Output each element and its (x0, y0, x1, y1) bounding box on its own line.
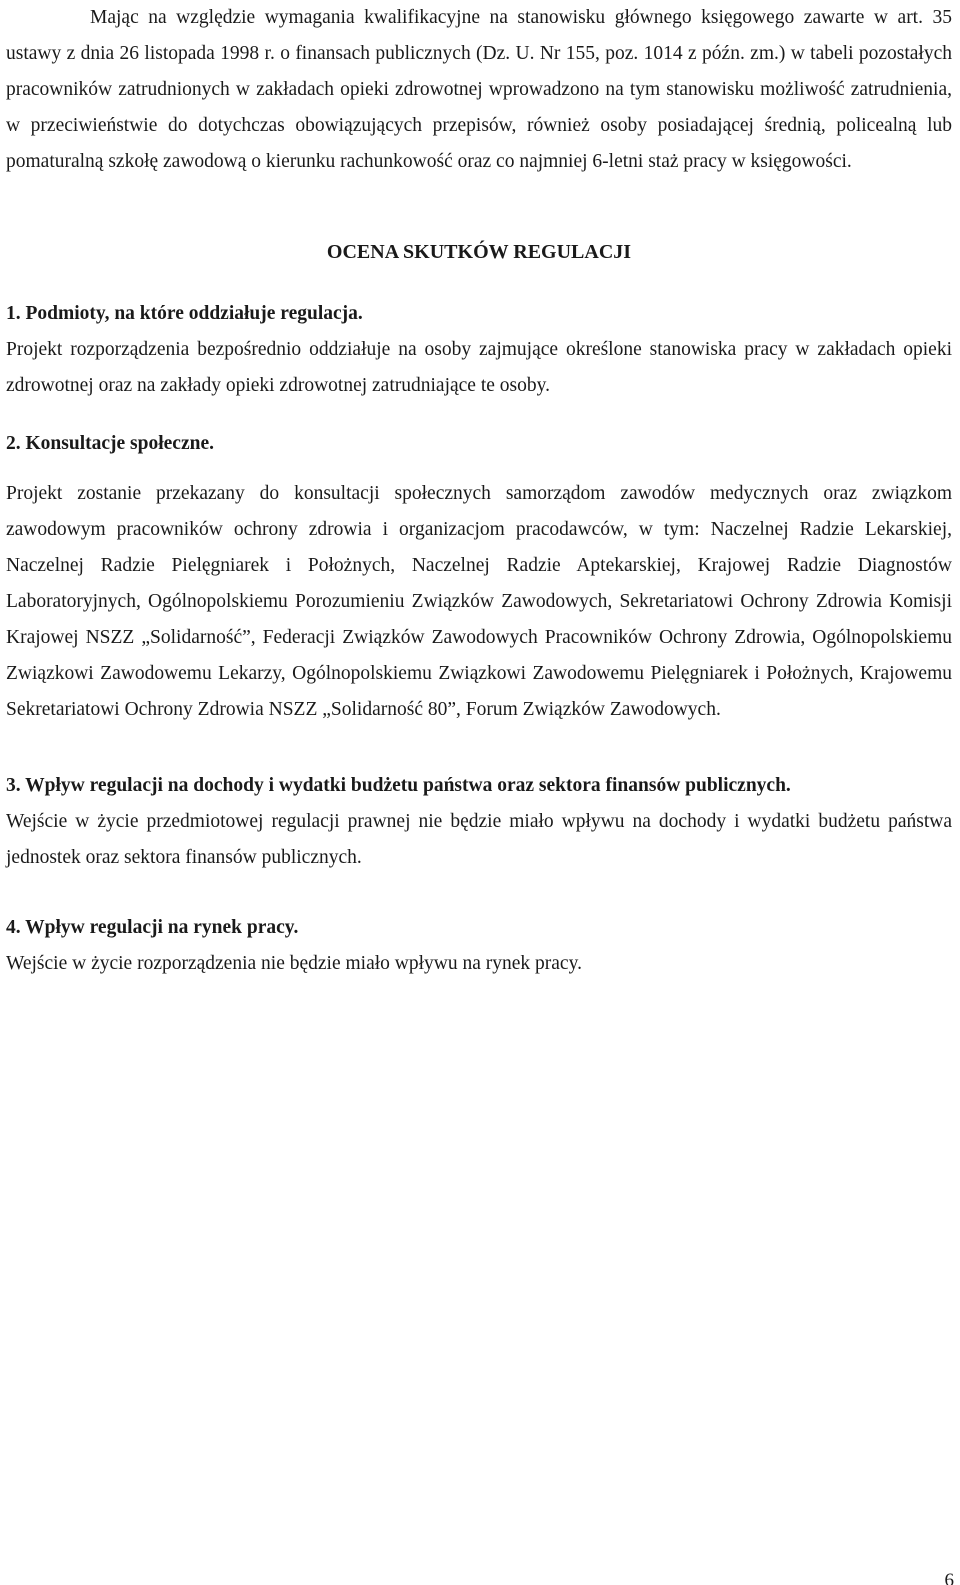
section-3-heading: 3. Wpływ regulacji na dochody i wydatki budżetu państwa oraz sektora finansów publicznych. (6, 775, 791, 796)
section-2-body: Projekt zostanie przekazany do konsultacji społecznych samorządom zawodów medycznych oraz związkom zawodowym pracowników ochrony zdrowia i organizacjom pracodawców, w tym: Naczelnej Radzie Lekarskiej, Naczelnej Radzie Pielęgniarek i Położnych, Naczelnej Radzie Aptekarskiej, Krajowej Radzie Diagnostów Laboratoryjnych, Ogólnopolskiemu Porozumieniu Związków Zawodowych, Sekretariatowi Ochrony Zdrowia Komisji Krajowej NSZZ „Solidarność”, Federacji Związków Zawodowych Pracowników Ochrony Zdrowia, Ogólnopolskiemu Związkowi Zawodowemu Lekarzy, Ogólnopolskiemu Związkowi Zawodowemu Pielęgniarek i Położnych, Krajowemu Sekretariatowi Ochrony Zdrowia NSZZ „Solidarność 80”, Forum Związków Zawodowych. (6, 483, 952, 720)
section-1-heading: 1. Podmioty, na które oddziałuje regulacja. (6, 303, 363, 324)
section-1-body: Projekt rozporządzenia bezpośrednio oddziałuje na osoby zajmujące określone stanowiska pracy w zakładach opieki zdrowotnej oraz na zakłady opieki zdrowotnej zatrudniające te osoby. (6, 339, 952, 396)
section-3-body: Wejście w życie przedmiotowej regulacji prawnej nie będzie miało wpływu na dochody i wydatki budżetu państwa jednostek oraz sektora finansów publicznych. (6, 811, 952, 868)
document-page (6, 0, 952, 982)
page-number: 6 (944, 1571, 954, 1585)
intro-paragraph: Mając na względzie wymagania kwalifikacyjne na stanowisku głównego księgowego zawarte w art. 35 ustawy z dnia 26 listopada 1998 r. o finansach publicznych (Dz. U. Nr 155, poz. 1014 z późn. zm.) w tabeli pozostałych pracowników zatrudnionych w zakładach opieki zdrowotnej wprowadzono na tym stanowisku możliwość zatrudnienia, w przeciwieństwie do dotychczas obowiązujących przepisów, również osoby posiadającej średnią, policealną lub pomaturalną szkołę zawodową o kierunku rachunkowość oraz co najmniej 6-letni staż pracy w księgowości. (6, 7, 952, 172)
document-title: OCENA SKUTKÓW REGULACJI (326, 241, 632, 263)
section-2-heading: 2. Konsultacje społeczne. (6, 433, 214, 454)
section-4-body: Wejście w życie rozporządzenia nie będzie miało wpływu na rynek pracy. (6, 953, 582, 974)
section-4-heading: 4. Wpływ regulacji na rynek pracy. (6, 917, 299, 938)
